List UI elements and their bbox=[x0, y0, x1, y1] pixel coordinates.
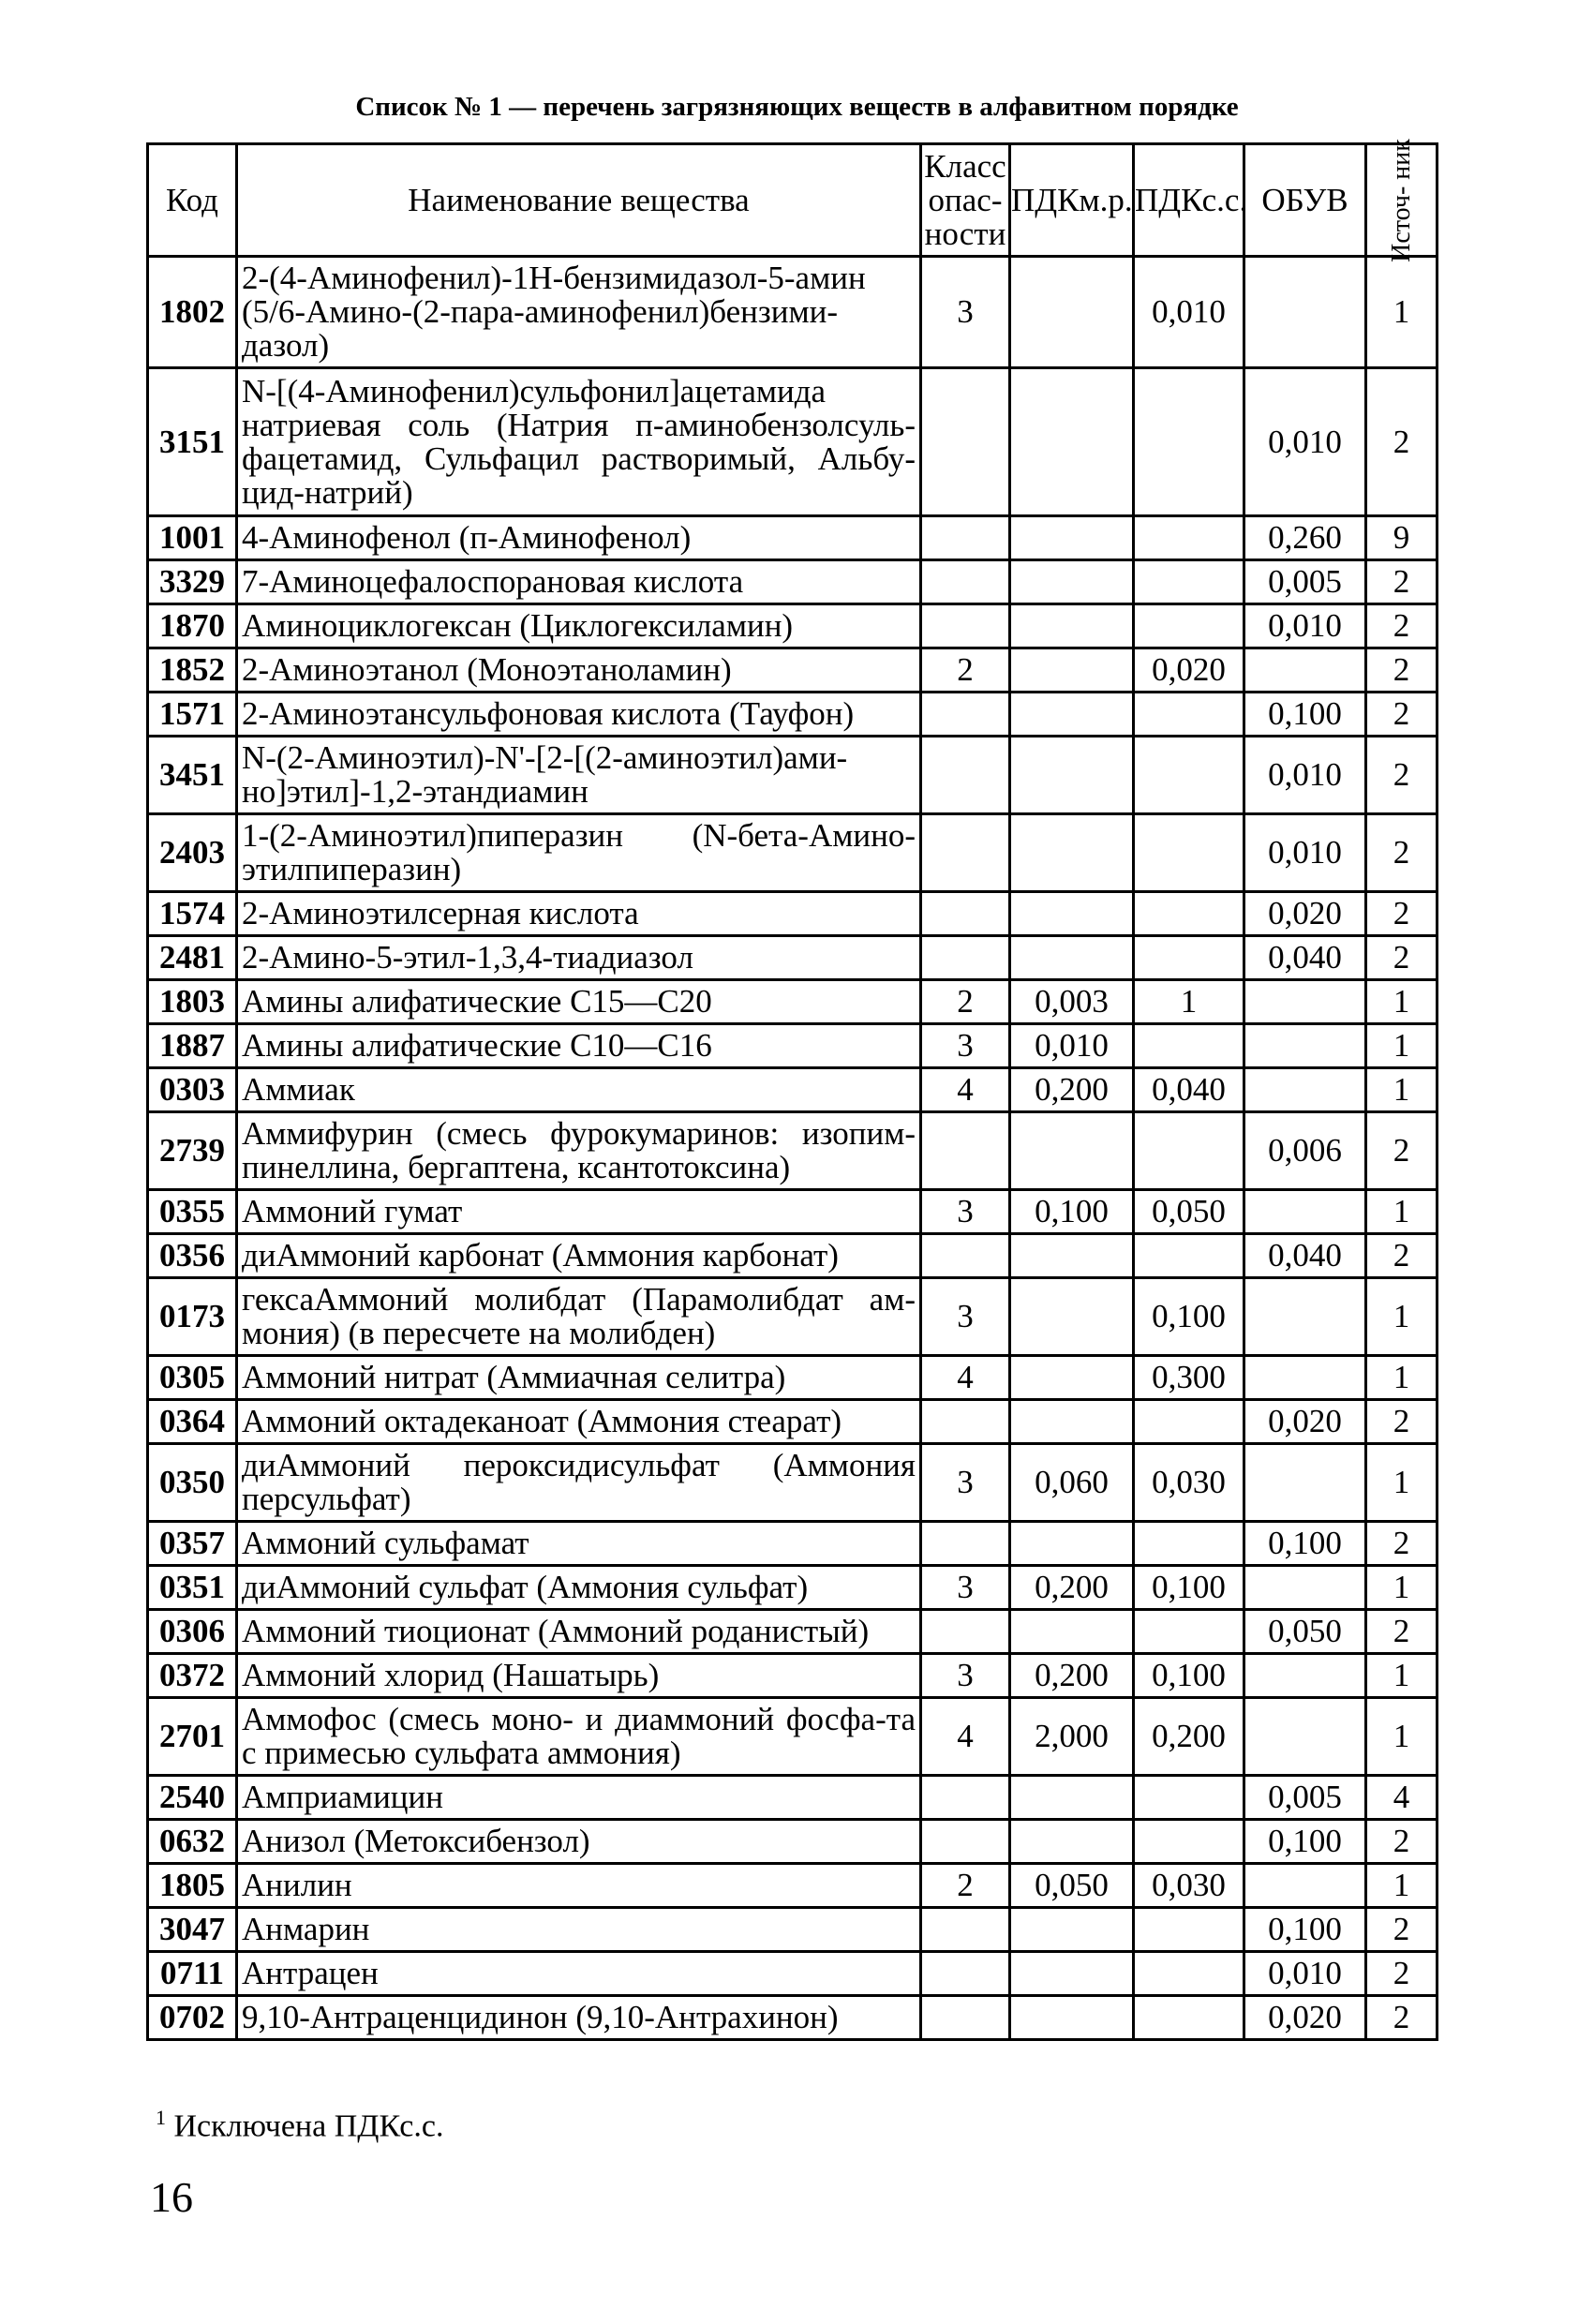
cell-name: Амины алифатические C10—C16 bbox=[237, 1024, 921, 1068]
cell-pdk-mr bbox=[1010, 368, 1134, 516]
cell-source: 1 bbox=[1366, 1444, 1438, 1522]
cell-name: Аммоний тиоционат (Аммоний роданистый) bbox=[237, 1610, 921, 1654]
cell-pdk-ss bbox=[1134, 1610, 1244, 1654]
cell-obuv: 0,010 bbox=[1244, 1952, 1366, 1996]
cell-name: Анмарин bbox=[237, 1908, 921, 1952]
cell-name: Аминоциклогексан (Циклогексиламин) bbox=[237, 604, 921, 648]
cell-pdk-ss bbox=[1134, 368, 1244, 516]
cell-name: 9,10-Антраценцидинон (9,10-Антрахинон) bbox=[237, 1996, 921, 2040]
cell-obuv: 0,100 bbox=[1244, 1522, 1366, 1566]
cell-pdk-mr bbox=[1010, 814, 1134, 892]
cell-pdk-ss: 0,050 bbox=[1134, 1190, 1244, 1234]
cell-obuv: 0,100 bbox=[1244, 1908, 1366, 1952]
cell-obuv bbox=[1244, 1356, 1366, 1400]
table-row bbox=[148, 1996, 1438, 2040]
cell-source: 2 bbox=[1366, 737, 1438, 814]
cell-code: 0357 bbox=[148, 1522, 237, 1566]
cell-obuv bbox=[1244, 1864, 1366, 1908]
cell-code: 1001 bbox=[148, 516, 237, 560]
cell-obuv: 0,005 bbox=[1244, 1776, 1366, 1820]
cell-code: 0355 bbox=[148, 1190, 237, 1234]
header-source-label: Источ- ник bbox=[1386, 138, 1416, 262]
cell-source: 4 bbox=[1366, 1776, 1438, 1820]
header-source bbox=[1366, 138, 1438, 262]
table-row bbox=[148, 892, 1438, 936]
cell-code: 2701 bbox=[148, 1698, 237, 1776]
cell-source: 2 bbox=[1366, 1820, 1438, 1864]
cell-obuv bbox=[1244, 1698, 1366, 1776]
cell-obuv: 0,040 bbox=[1244, 936, 1366, 980]
table-row bbox=[148, 1610, 1438, 1654]
cell-code: 0711 bbox=[148, 1952, 237, 1996]
cell-hazard-class: 2 bbox=[921, 1864, 1010, 1908]
table-row bbox=[148, 1068, 1438, 1112]
cell-hazard-class bbox=[921, 368, 1010, 516]
cell-pdk-ss: 0,020 bbox=[1134, 648, 1244, 693]
cell-source: 2 bbox=[1366, 1952, 1438, 1996]
cell-name: Амприамицин bbox=[237, 1776, 921, 1820]
cell-source: 2 bbox=[1366, 1112, 1438, 1190]
header-pdk-ss: ПДКс.с. bbox=[1134, 144, 1244, 257]
cell-pdk-ss bbox=[1134, 693, 1244, 737]
cell-source: 2 bbox=[1366, 936, 1438, 980]
cell-obuv: 0,006 bbox=[1244, 1112, 1366, 1190]
table-row bbox=[148, 1908, 1438, 1952]
table-row bbox=[148, 1444, 1438, 1522]
cell-hazard-class bbox=[921, 1610, 1010, 1654]
table-row bbox=[148, 737, 1438, 814]
cell-source: 2 bbox=[1366, 1234, 1438, 1278]
header-code: Код bbox=[148, 144, 237, 257]
cell-hazard-class bbox=[921, 1234, 1010, 1278]
cell-pdk-mr bbox=[1010, 1908, 1134, 1952]
cell-pdk-mr: 0,060 bbox=[1010, 1444, 1134, 1522]
cell-hazard-class bbox=[921, 814, 1010, 892]
cell-name: Аммифурин (смесь фурокумаринов: изопим-пинеллина, бергаптена, ксантотоксина) bbox=[237, 1112, 921, 1190]
cell-pdk-mr: 0,200 bbox=[1010, 1566, 1134, 1610]
cell-code: 0306 bbox=[148, 1610, 237, 1654]
cell-pdk-mr bbox=[1010, 936, 1134, 980]
cell-pdk-ss: 0,010 bbox=[1134, 257, 1244, 368]
cell-pdk-mr bbox=[1010, 1610, 1134, 1654]
table-row bbox=[148, 1112, 1438, 1190]
cell-code: 2540 bbox=[148, 1776, 237, 1820]
cell-pdk-ss: 0,030 bbox=[1134, 1864, 1244, 1908]
cell-source: 1 bbox=[1366, 257, 1438, 368]
cell-name: 4-Аминофенол (п-Аминофенол) bbox=[237, 516, 921, 560]
cell-code: 0356 bbox=[148, 1234, 237, 1278]
table-row bbox=[148, 1698, 1438, 1776]
cell-hazard-class: 3 bbox=[921, 1278, 1010, 1356]
table-row bbox=[148, 1190, 1438, 1234]
cell-pdk-mr bbox=[1010, 648, 1134, 693]
cell-pdk-mr bbox=[1010, 1112, 1134, 1190]
cell-source: 2 bbox=[1366, 560, 1438, 604]
cell-name: Анилин bbox=[237, 1864, 921, 1908]
cell-obuv: 0,020 bbox=[1244, 1400, 1366, 1444]
cell-code: 1802 bbox=[148, 257, 237, 368]
cell-hazard-class bbox=[921, 1522, 1010, 1566]
table-row bbox=[148, 693, 1438, 737]
cell-name: Аммиак bbox=[237, 1068, 921, 1112]
cell-name: 2-(4-Аминофенил)-1Н-бензимидазол-5-амин (5/6-Амино-(2-пара-аминофенил)бензими-дазол) bbox=[237, 257, 921, 368]
cell-source: 2 bbox=[1366, 1400, 1438, 1444]
cell-name: Аммоний нитрат (Аммиачная селитра) bbox=[237, 1356, 921, 1400]
cell-pdk-ss: 0,200 bbox=[1134, 1698, 1244, 1776]
page-number: 16 bbox=[150, 2173, 193, 2221]
cell-name: 2-Амино-5-этил-1,3,4-тиадиазол bbox=[237, 936, 921, 980]
cell-code: 1574 bbox=[148, 892, 237, 936]
cell-code: 0350 bbox=[148, 1444, 237, 1522]
cell-source: 1 bbox=[1366, 1566, 1438, 1610]
cell-pdk-mr bbox=[1010, 516, 1134, 560]
cell-hazard-class: 3 bbox=[921, 1024, 1010, 1068]
header-name: Наименование вещества bbox=[237, 144, 921, 257]
table-row bbox=[148, 1864, 1438, 1908]
cell-hazard-class bbox=[921, 1952, 1010, 1996]
cell-source: 1 bbox=[1366, 1654, 1438, 1698]
cell-pdk-mr bbox=[1010, 1820, 1134, 1864]
cell-name: Аммоний хлорид (Нашатырь) bbox=[237, 1654, 921, 1698]
cell-name: гексаАммоний молибдат (Парамолибдат ам-мония) (в пересчете на молибден) bbox=[237, 1278, 921, 1356]
cell-pdk-ss bbox=[1134, 1234, 1244, 1278]
cell-name: Аммоний гумат bbox=[237, 1190, 921, 1234]
cell-name: 2-Аминоэтансульфоновая кислота (Тауфон) bbox=[237, 693, 921, 737]
cell-name: N-[(4-Аминофенил)сульфонил]ацетамида натриевая соль (Натрия п-аминобензолсуль-фацетамид, Сульфацил растворимый, Альбу-цид-натрий) bbox=[237, 368, 921, 516]
cell-hazard-class: 4 bbox=[921, 1356, 1010, 1400]
table-body bbox=[148, 257, 1438, 2040]
cell-hazard-class: 3 bbox=[921, 257, 1010, 368]
cell-pdk-mr: 0,200 bbox=[1010, 1068, 1134, 1112]
cell-obuv: 0,020 bbox=[1244, 892, 1366, 936]
cell-source: 1 bbox=[1366, 1864, 1438, 1908]
cell-code: 0364 bbox=[148, 1400, 237, 1444]
cell-name: Аммоний октадеканоат (Аммония стеарат) bbox=[237, 1400, 921, 1444]
header-pdk-mr: ПДКм.р. bbox=[1010, 144, 1134, 257]
cell-pdk-ss bbox=[1134, 936, 1244, 980]
table-row bbox=[148, 814, 1438, 892]
cell-obuv bbox=[1244, 1190, 1366, 1234]
cell-code: 2739 bbox=[148, 1112, 237, 1190]
cell-pdk-ss bbox=[1134, 1952, 1244, 1996]
cell-pdk-ss bbox=[1134, 560, 1244, 604]
cell-name: 7-Аминоцефалоспорановая кислота bbox=[237, 560, 921, 604]
cell-hazard-class: 4 bbox=[921, 1698, 1010, 1776]
cell-hazard-class: 2 bbox=[921, 980, 1010, 1024]
table-row bbox=[148, 1234, 1438, 1278]
cell-code: 0702 bbox=[148, 1996, 237, 2040]
cell-source: 1 bbox=[1366, 1356, 1438, 1400]
cell-obuv bbox=[1244, 980, 1366, 1024]
cell-obuv bbox=[1244, 257, 1366, 368]
table-row bbox=[148, 648, 1438, 693]
cell-obuv: 0,010 bbox=[1244, 814, 1366, 892]
cell-obuv bbox=[1244, 1024, 1366, 1068]
cell-source: 2 bbox=[1366, 648, 1438, 693]
cell-obuv: 0,010 bbox=[1244, 737, 1366, 814]
cell-pdk-ss bbox=[1134, 604, 1244, 648]
cell-pdk-mr: 0,100 bbox=[1010, 1190, 1134, 1234]
cell-hazard-class bbox=[921, 604, 1010, 648]
cell-pdk-ss bbox=[1134, 516, 1244, 560]
cell-source: 2 bbox=[1366, 1522, 1438, 1566]
cell-hazard-class: 3 bbox=[921, 1444, 1010, 1522]
cell-pdk-ss bbox=[1134, 814, 1244, 892]
table-row bbox=[148, 516, 1438, 560]
cell-pdk-mr bbox=[1010, 257, 1134, 368]
cell-hazard-class: 3 bbox=[921, 1566, 1010, 1610]
cell-pdk-ss bbox=[1134, 1776, 1244, 1820]
cell-source: 1 bbox=[1366, 980, 1438, 1024]
cell-obuv: 0,040 bbox=[1244, 1234, 1366, 1278]
cell-code: 1571 bbox=[148, 693, 237, 737]
cell-name: Антрацен bbox=[237, 1952, 921, 1996]
cell-obuv: 0,050 bbox=[1244, 1610, 1366, 1654]
cell-source: 2 bbox=[1366, 814, 1438, 892]
cell-obuv: 0,100 bbox=[1244, 1820, 1366, 1864]
cell-source: 2 bbox=[1366, 604, 1438, 648]
cell-code: 3451 bbox=[148, 737, 237, 814]
cell-pdk-ss bbox=[1134, 892, 1244, 936]
cell-pdk-mr bbox=[1010, 1400, 1134, 1444]
cell-hazard-class bbox=[921, 1820, 1010, 1864]
cell-obuv: 0,020 bbox=[1244, 1996, 1366, 2040]
cell-name: 1-(2-Аминоэтил)пиперазин (N-бета-Амино-этилпиперазин) bbox=[237, 814, 921, 892]
cell-obuv bbox=[1244, 1278, 1366, 1356]
cell-name: 2-Аминоэтилсерная кислота bbox=[237, 892, 921, 936]
cell-name: Амины алифатические C15—C20 bbox=[237, 980, 921, 1024]
cell-source: 2 bbox=[1366, 892, 1438, 936]
cell-code: 0173 bbox=[148, 1278, 237, 1356]
cell-hazard-class bbox=[921, 936, 1010, 980]
cell-pdk-mr bbox=[1010, 737, 1134, 814]
cell-pdk-ss bbox=[1134, 1400, 1244, 1444]
cell-code: 1870 bbox=[148, 604, 237, 648]
cell-code: 0305 bbox=[148, 1356, 237, 1400]
cell-obuv: 0,010 bbox=[1244, 604, 1366, 648]
cell-obuv bbox=[1244, 1444, 1366, 1522]
table-row bbox=[148, 1952, 1438, 1996]
table-row bbox=[148, 1820, 1438, 1864]
cell-code: 1852 bbox=[148, 648, 237, 693]
cell-name: диАммоний сульфат (Аммония сульфат) bbox=[237, 1566, 921, 1610]
cell-pdk-mr bbox=[1010, 1522, 1134, 1566]
table-row bbox=[148, 1776, 1438, 1820]
cell-pdk-ss bbox=[1134, 1996, 1244, 2040]
cell-pdk-ss bbox=[1134, 737, 1244, 814]
cell-obuv: 0,100 bbox=[1244, 693, 1366, 737]
cell-pdk-mr bbox=[1010, 892, 1134, 936]
table-row bbox=[148, 1654, 1438, 1698]
footnote bbox=[156, 2106, 443, 2144]
cell-pdk-mr: 0,010 bbox=[1010, 1024, 1134, 1068]
cell-name: диАммоний пероксидисульфат (Аммония персульфат) bbox=[237, 1444, 921, 1522]
table-row bbox=[148, 1400, 1438, 1444]
cell-source: 2 bbox=[1366, 368, 1438, 516]
table-row bbox=[148, 1522, 1438, 1566]
cell-source: 2 bbox=[1366, 1908, 1438, 1952]
cell-hazard-class bbox=[921, 1776, 1010, 1820]
cell-pdk-ss bbox=[1134, 1112, 1244, 1190]
cell-pdk-ss: 0,040 bbox=[1134, 1068, 1244, 1112]
cell-source: 1 bbox=[1366, 1190, 1438, 1234]
footnote-text: Исключена ПДКс.с. bbox=[173, 2108, 444, 2144]
cell-source: 9 bbox=[1366, 516, 1438, 560]
cell-obuv bbox=[1244, 1566, 1366, 1610]
cell-pdk-ss bbox=[1134, 1820, 1244, 1864]
cell-source: 1 bbox=[1366, 1698, 1438, 1776]
cell-hazard-class: 4 bbox=[921, 1068, 1010, 1112]
cell-source: 1 bbox=[1366, 1068, 1438, 1112]
cell-hazard-class: 3 bbox=[921, 1654, 1010, 1698]
header-obuv: ОБУВ bbox=[1244, 144, 1366, 257]
cell-code: 3151 bbox=[148, 368, 237, 516]
cell-pdk-mr bbox=[1010, 1776, 1134, 1820]
table-row bbox=[148, 980, 1438, 1024]
cell-hazard-class bbox=[921, 737, 1010, 814]
header-hazard-class: Класс опас- ности bbox=[921, 144, 1010, 257]
table-row bbox=[148, 1024, 1438, 1068]
cell-name: Аммоний сульфамат bbox=[237, 1522, 921, 1566]
substances-table bbox=[146, 138, 1438, 2041]
table-row bbox=[148, 368, 1438, 516]
cell-code: 0372 bbox=[148, 1654, 237, 1698]
cell-hazard-class bbox=[921, 1400, 1010, 1444]
cell-code: 0351 bbox=[148, 1566, 237, 1610]
cell-pdk-mr: 2,000 bbox=[1010, 1698, 1134, 1776]
table-header-row bbox=[148, 144, 1438, 257]
cell-source: 2 bbox=[1366, 1610, 1438, 1654]
cell-hazard-class: 2 bbox=[921, 648, 1010, 693]
cell-source: 2 bbox=[1366, 1996, 1438, 2040]
cell-hazard-class bbox=[921, 516, 1010, 560]
cell-source: 2 bbox=[1366, 693, 1438, 737]
cell-code: 1805 bbox=[148, 1864, 237, 1908]
cell-code: 0632 bbox=[148, 1820, 237, 1864]
cell-code: 1887 bbox=[148, 1024, 237, 1068]
cell-pdk-ss bbox=[1134, 1522, 1244, 1566]
table-row bbox=[148, 257, 1438, 368]
cell-hazard-class bbox=[921, 693, 1010, 737]
cell-pdk-ss: 0,100 bbox=[1134, 1566, 1244, 1610]
cell-obuv: 0,010 bbox=[1244, 368, 1366, 516]
cell-obuv bbox=[1244, 648, 1366, 693]
table-row bbox=[148, 604, 1438, 648]
cell-pdk-ss: 0,030 bbox=[1134, 1444, 1244, 1522]
cell-pdk-ss: 0,100 bbox=[1134, 1278, 1244, 1356]
cell-obuv: 0,260 bbox=[1244, 516, 1366, 560]
cell-pdk-ss bbox=[1134, 1024, 1244, 1068]
cell-hazard-class bbox=[921, 560, 1010, 604]
page-title: Список № 1 — перечень загрязняющих веществ в алфавитном порядке bbox=[355, 92, 1239, 122]
cell-pdk-mr bbox=[1010, 1234, 1134, 1278]
cell-obuv bbox=[1244, 1654, 1366, 1698]
cell-pdk-mr bbox=[1010, 1356, 1134, 1400]
cell-code: 2403 bbox=[148, 814, 237, 892]
table-row bbox=[148, 1278, 1438, 1356]
cell-pdk-ss: 1 bbox=[1134, 980, 1244, 1024]
cell-pdk-mr bbox=[1010, 1278, 1134, 1356]
cell-code: 3047 bbox=[148, 1908, 237, 1952]
cell-hazard-class bbox=[921, 892, 1010, 936]
cell-obuv: 0,005 bbox=[1244, 560, 1366, 604]
cell-pdk-mr: 0,003 bbox=[1010, 980, 1134, 1024]
cell-pdk-mr bbox=[1010, 560, 1134, 604]
cell-pdk-ss: 0,100 bbox=[1134, 1654, 1244, 1698]
cell-name: диАммоний карбонат (Аммония карбонат) bbox=[237, 1234, 921, 1278]
cell-code: 3329 bbox=[148, 560, 237, 604]
cell-pdk-mr: 0,050 bbox=[1010, 1864, 1134, 1908]
cell-code: 2481 bbox=[148, 936, 237, 980]
cell-hazard-class bbox=[921, 1996, 1010, 2040]
table-row bbox=[148, 1356, 1438, 1400]
table-row bbox=[148, 1566, 1438, 1610]
cell-source: 1 bbox=[1366, 1278, 1438, 1356]
cell-source: 1 bbox=[1366, 1024, 1438, 1068]
footnote-mark: 1 bbox=[156, 2106, 166, 2129]
cell-code: 1803 bbox=[148, 980, 237, 1024]
cell-pdk-ss bbox=[1134, 1908, 1244, 1952]
cell-obuv bbox=[1244, 1068, 1366, 1112]
cell-pdk-mr bbox=[1010, 1996, 1134, 2040]
cell-name: 2-Аминоэтанол (Моноэтаноламин) bbox=[237, 648, 921, 693]
cell-code: 0303 bbox=[148, 1068, 237, 1112]
cell-hazard-class: 3 bbox=[921, 1190, 1010, 1234]
table-row bbox=[148, 936, 1438, 980]
table-row bbox=[148, 560, 1438, 604]
cell-pdk-mr bbox=[1010, 1952, 1134, 1996]
cell-name: Аммофос (смесь моно- и диаммоний фосфа-та с примесью сульфата аммония) bbox=[237, 1698, 921, 1776]
cell-hazard-class bbox=[921, 1908, 1010, 1952]
cell-pdk-mr bbox=[1010, 604, 1134, 648]
cell-pdk-mr: 0,200 bbox=[1010, 1654, 1134, 1698]
cell-pdk-mr bbox=[1010, 693, 1134, 737]
cell-pdk-ss: 0,300 bbox=[1134, 1356, 1244, 1400]
cell-name: Анизол (Метоксибензол) bbox=[237, 1820, 921, 1864]
cell-hazard-class bbox=[921, 1112, 1010, 1190]
cell-name: N-(2-Аминоэтил)-N'-[2-[(2-аминоэтил)ами-но]этил]-1,2-этандиамин bbox=[237, 737, 921, 814]
